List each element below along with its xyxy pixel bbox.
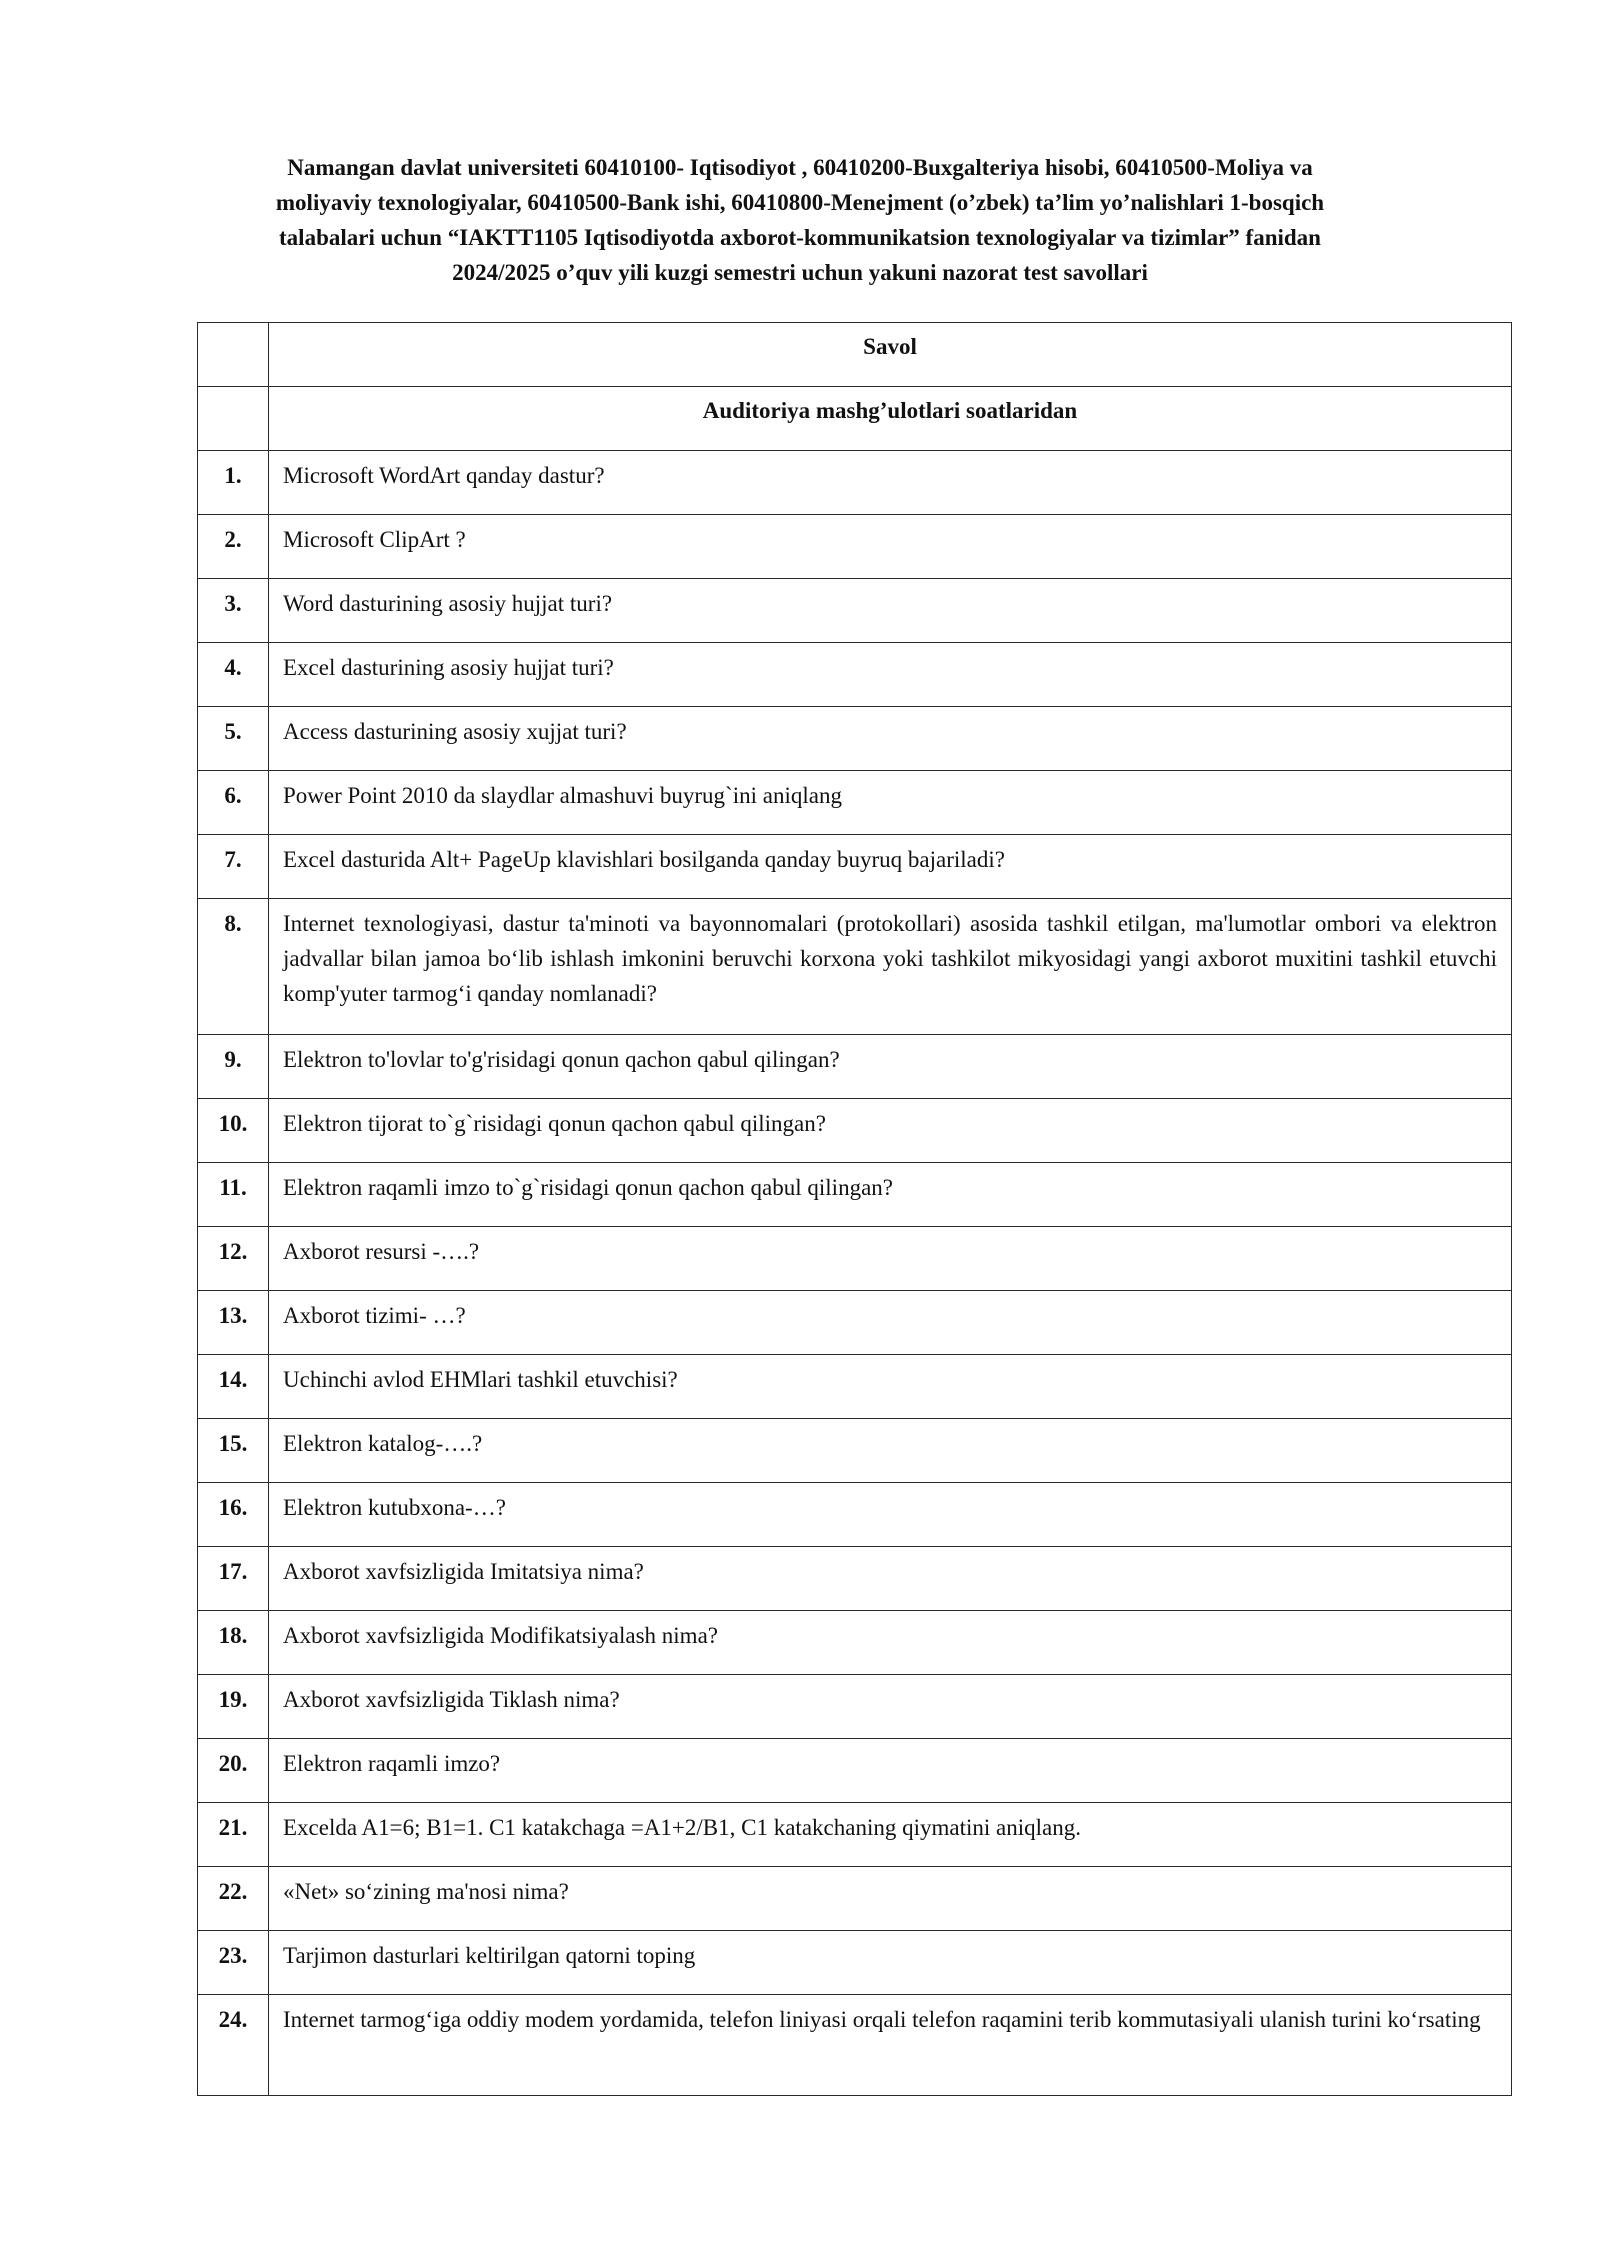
question-number-cell — [198, 1931, 269, 1995]
question-text: Elektron to'lovlar to'g'risidagi qonun qachon qabul qilingan? — [283, 1047, 840, 1072]
table-row — [198, 707, 1512, 771]
question-text: Elektron kutubxona-…? — [283, 1495, 506, 1520]
question-text-cell — [269, 1867, 1512, 1931]
table-row — [198, 643, 1512, 707]
question-text-cell — [269, 515, 1512, 579]
question-text: Uchinchi avlod EHMlari tashkil etuvchisi? — [283, 1367, 678, 1392]
question-number: 2. — [224, 527, 242, 552]
question-number-cell — [198, 1547, 269, 1611]
question-number-cell — [198, 643, 269, 707]
question-number: 22. — [218, 1879, 248, 1904]
question-text-cell — [269, 707, 1512, 771]
table-row — [198, 899, 1512, 1035]
question-number: 1. — [224, 463, 242, 488]
title-line: 2024/2025 o’quv yili kuzgi semestri uchun yakuni nazorat test savollari — [452, 260, 1148, 285]
table-row — [198, 1419, 1512, 1483]
question-number-cell — [198, 1611, 269, 1675]
question-text-cell — [269, 1611, 1512, 1675]
question-number-cell — [198, 1355, 269, 1419]
table-row — [198, 1355, 1512, 1419]
table-row — [198, 1035, 1512, 1099]
question-text: Access dasturining asosiy xujjat turi? — [283, 719, 627, 744]
question-text: Axborot xavfsizligida Modifikatsiyalash nima? — [283, 1623, 718, 1648]
table-row — [198, 1291, 1512, 1355]
question-text-cell — [269, 771, 1512, 835]
table-row — [198, 1227, 1512, 1291]
question-text: Tarjimon dasturlari keltirilgan qatorni toping — [283, 1943, 696, 1968]
table-row — [198, 579, 1512, 643]
question-text: Power Point 2010 da slaydlar almashuvi buyrug`ini aniqlang — [283, 783, 842, 808]
question-text: Internet texnologiyasi, dastur ta'minoti va bayonnomalari (protokollari) asosida tashkil etilgan, ma'lumotlar ombori va elektron jadvallar bilan jamoa bo‘lib ishlash imkonini beruvchi korxona yoki tashkilot mikyosidagi yangi axborot muxitini tashkil etuvchi komp'yuter tarmog‘i qanday nomlanadi? — [283, 911, 1497, 1006]
question-number-cell — [198, 771, 269, 835]
question-number-cell — [198, 707, 269, 771]
question-number-cell — [198, 1803, 269, 1867]
question-number: 24. — [218, 2007, 248, 2032]
question-number: 15. — [218, 1431, 248, 1456]
question-text-cell — [269, 1227, 1512, 1291]
question-text: Elektron tijorat to`g`risidagi qonun qachon qabul qilingan? — [283, 1111, 826, 1136]
question-text-cell — [269, 1291, 1512, 1355]
question-text-cell — [269, 643, 1512, 707]
question-number-cell — [198, 1739, 269, 1803]
question-number: 14. — [218, 1367, 248, 1392]
question-text-cell — [269, 1547, 1512, 1611]
question-column-header-label: Savol — [863, 334, 917, 359]
table-row — [198, 515, 1512, 579]
question-number: 23. — [218, 1943, 248, 1968]
question-text: Internet tarmog‘iga oddiy modem yordamida, telefon liniyasi orqali telefon raqamini terib kommutasiyali ulanish turini ko‘rsating — [283, 2007, 1481, 2032]
section-header-empty-cell — [198, 387, 269, 451]
question-number: 11. — [219, 1175, 247, 1200]
question-number: 12. — [218, 1239, 248, 1264]
question-number-cell — [198, 899, 269, 1035]
table-row — [198, 1483, 1512, 1547]
question-number-cell — [198, 451, 269, 515]
question-text: «Net» so‘zining ma'nosi nima? — [283, 1879, 569, 1904]
question-text-cell — [269, 1035, 1512, 1099]
question-text: Axborot xavfsizligida Tiklash nima? — [283, 1687, 620, 1712]
question-number-cell — [198, 1995, 269, 2096]
table-row — [198, 1163, 1512, 1227]
question-number-cell — [198, 1419, 269, 1483]
question-text: Elektron raqamli imzo to`g`risidagi qonun qachon qabul qilingan? — [283, 1175, 893, 1200]
question-number: 20. — [218, 1751, 248, 1776]
question-text: Microsoft WordArt qanday dastur? — [283, 463, 605, 488]
question-number-cell — [198, 579, 269, 643]
question-text-cell — [269, 1675, 1512, 1739]
question-number-cell — [198, 1227, 269, 1291]
question-number-cell — [198, 1035, 269, 1099]
question-number: 16. — [218, 1495, 248, 1520]
questions-table — [197, 322, 1512, 2096]
question-number: 3. — [224, 591, 242, 616]
question-text-cell — [269, 835, 1512, 899]
table-row — [198, 1739, 1512, 1803]
question-text: Excelda A1=6; B1=1. C1 katakchaga =A1+2/B1, C1 katakchaning qiymatini aniqlang. — [283, 1815, 1081, 1840]
table-header-row — [198, 323, 1512, 387]
question-text-cell — [269, 1419, 1512, 1483]
table-row — [198, 1803, 1512, 1867]
question-text: Elektron katalog-….? — [283, 1431, 483, 1456]
question-number-cell — [198, 1675, 269, 1739]
question-text-cell — [269, 1803, 1512, 1867]
question-number: 9. — [224, 1047, 242, 1072]
question-text: Microsoft ClipArt ? — [283, 527, 466, 552]
question-number: 18. — [218, 1623, 248, 1648]
question-text: Axborot resursi -….? — [283, 1239, 480, 1264]
question-text: Elektron raqamli imzo? — [283, 1751, 501, 1776]
question-number: 21. — [218, 1815, 248, 1840]
question-number-cell — [198, 835, 269, 899]
question-text: Axborot tizimi- …? — [283, 1303, 466, 1328]
question-number: 6. — [224, 783, 242, 808]
question-text-cell — [269, 579, 1512, 643]
table-row — [198, 771, 1512, 835]
question-column-header — [269, 323, 1512, 387]
page-title — [220, 150, 1380, 290]
question-text-cell — [269, 1355, 1512, 1419]
number-column-header — [198, 323, 269, 387]
table-row — [198, 451, 1512, 515]
question-text: Excel dasturida Alt+ PageUp klavishlari bosilganda qanday buyruq bajariladi? — [283, 847, 1005, 872]
question-text-cell — [269, 1483, 1512, 1547]
section-header-label: Auditoriya mashg’ulotlari soatlaridan — [702, 398, 1078, 423]
question-number: 13. — [218, 1303, 248, 1328]
question-text-cell — [269, 1163, 1512, 1227]
question-text-cell — [269, 899, 1512, 1035]
question-text: Axborot xavfsizligida Imitatsiya nima? — [283, 1559, 644, 1584]
question-number: 5. — [224, 719, 242, 744]
table-row — [198, 1611, 1512, 1675]
question-text-cell — [269, 451, 1512, 515]
question-number-cell — [198, 1163, 269, 1227]
question-number-cell — [198, 1099, 269, 1163]
question-text-cell — [269, 1739, 1512, 1803]
table-row — [198, 1547, 1512, 1611]
title-line: talabalari uchun “IAKTT1105 Iqtisodiyotda axborot-kommunikatsion texnologiyalar va tizimlar” fanidan — [279, 225, 1321, 250]
table-row — [198, 1867, 1512, 1931]
question-number-cell — [198, 515, 269, 579]
question-number: 10. — [218, 1111, 248, 1136]
table-row — [198, 1099, 1512, 1163]
question-text-cell — [269, 1099, 1512, 1163]
question-number-cell — [198, 1867, 269, 1931]
question-text-cell — [269, 1931, 1512, 1995]
question-number-cell — [198, 1483, 269, 1547]
question-number: 7. — [224, 847, 242, 872]
section-header-cell — [269, 387, 1512, 451]
table-row — [198, 1931, 1512, 1995]
question-text: Word dasturining asosiy hujjat turi? — [283, 591, 613, 616]
table-row — [198, 1995, 1512, 2096]
table-row — [198, 1675, 1512, 1739]
title-line: Namangan davlat universiteti 60410100- Iqtisodiyot , 60410200-Buxgalteriya hisobi, 60410500-Moliya va — [287, 155, 1313, 180]
question-text: Excel dasturining asosiy hujjat turi? — [283, 655, 614, 680]
table-row — [198, 835, 1512, 899]
title-line: moliyaviy texnologiyalar, 60410500-Bank ishi, 60410800-Menejment (o’zbek) ta’lim yo’nalishlari 1-bosqich — [275, 190, 1325, 215]
question-number: 4. — [224, 655, 242, 680]
section-header-row — [198, 387, 1512, 451]
question-number: 19. — [218, 1687, 248, 1712]
question-text-cell — [269, 1995, 1512, 2096]
question-number: 8. — [224, 911, 242, 936]
question-number-cell — [198, 1291, 269, 1355]
question-number: 17. — [218, 1559, 248, 1584]
